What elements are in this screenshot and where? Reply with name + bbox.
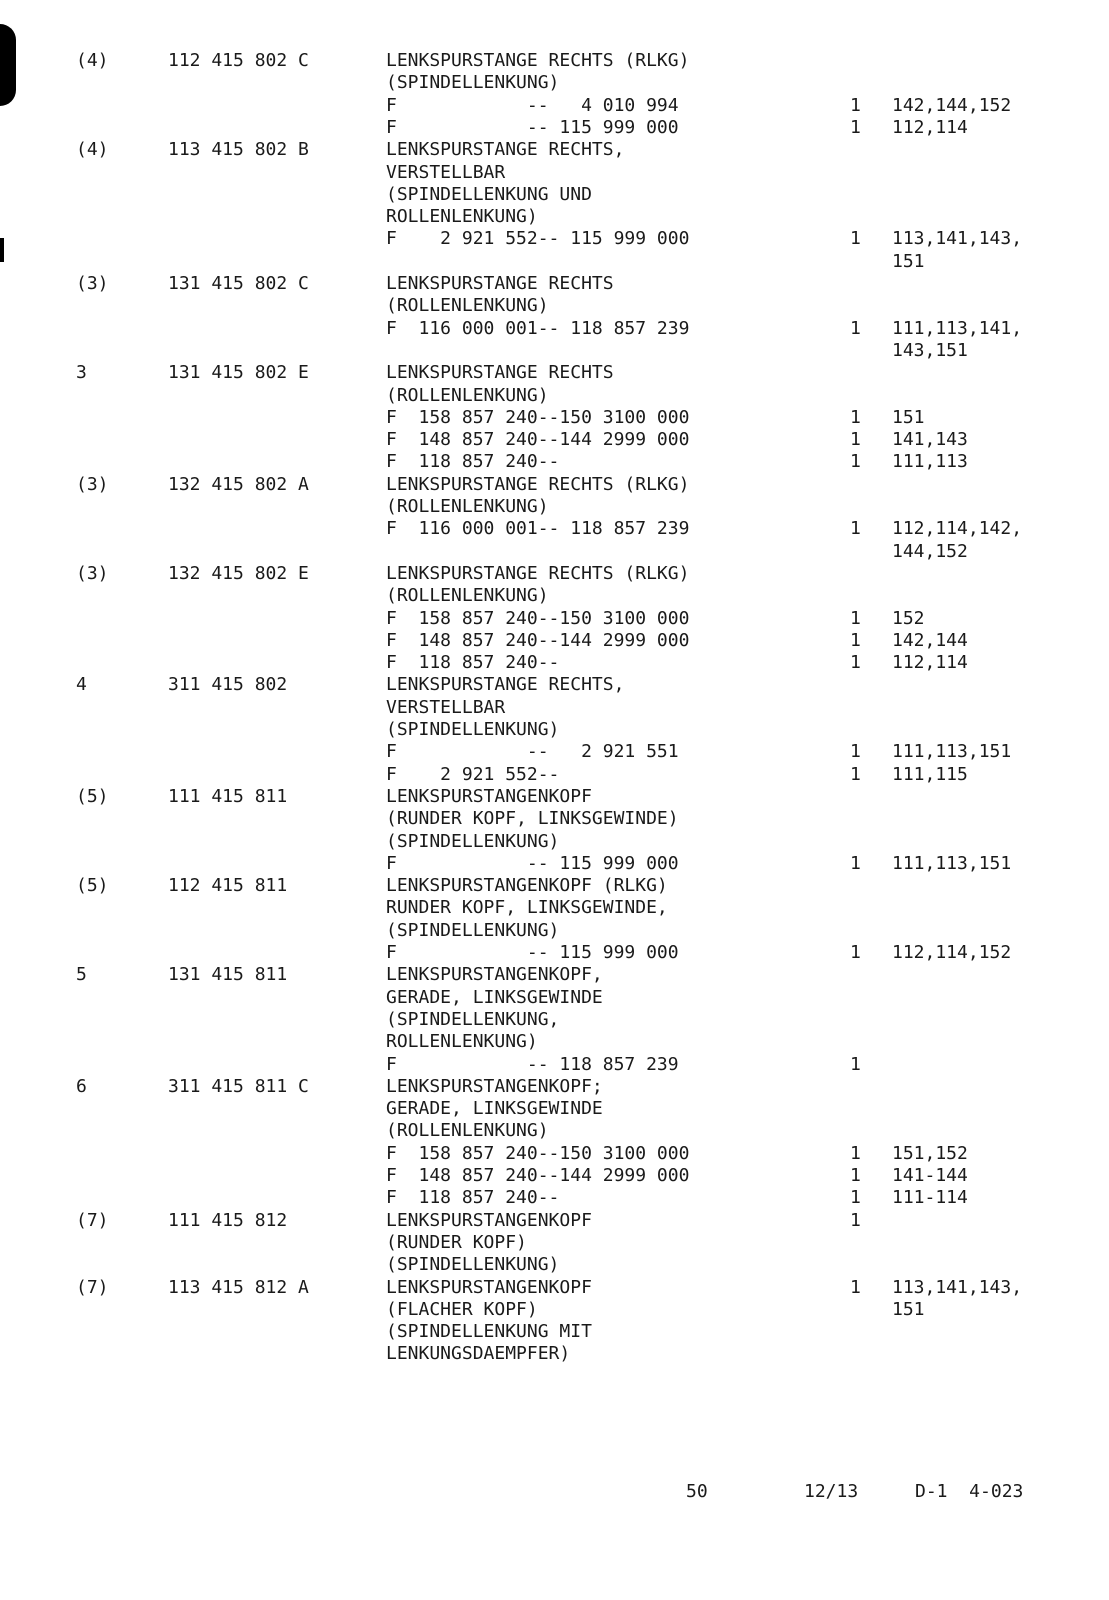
entry-line [0, 206, 1109, 228]
chassis-range: F 116 000 001-- 118 857 239 [386, 518, 690, 540]
model-codes: 142,144,152 [892, 94, 1012, 116]
chassis-range-row [0, 318, 1109, 340]
model-codes: 112,114,152 [892, 942, 1012, 963]
part-number: 132 415 802 E [168, 562, 309, 584]
model-codes: 142,144 [892, 629, 968, 651]
model-codes: 113,141,143, [892, 1276, 1023, 1298]
model-codes: 151 [892, 1298, 925, 1320]
entry-line [0, 987, 1109, 1009]
entry-line [0, 184, 1109, 206]
quantity: 1 [850, 942, 861, 963]
position-number: (5) [76, 785, 109, 807]
part-description: LENKSPURSTANGE RECHTS [386, 362, 614, 384]
chassis-range: F 118 857 240-- [386, 652, 560, 674]
entry-line [0, 563, 1109, 585]
quantity: 1 [850, 1053, 861, 1075]
model-codes: 111,113,151 [892, 741, 1012, 763]
quantity: 1 [850, 406, 861, 428]
part-description: (SPINDELLENKUNG) [386, 830, 560, 852]
quantity: 1 [850, 629, 861, 651]
part-description: LENKUNGSDAEMPFER) [386, 1343, 571, 1365]
part-description: LENKSPURSTANGENKOPF, [386, 964, 603, 986]
page-footer [0, 1480, 1109, 1504]
part-description: GERADE, LINKSGEWINDE [386, 986, 603, 1008]
chassis-range-row [0, 95, 1109, 117]
part-description: (RUNDER KOPF, LINKSGEWINDE) [386, 808, 679, 830]
model-codes: 112,114 [892, 116, 968, 138]
chassis-range-row [0, 541, 1109, 563]
part-number: 131 415 802 E [168, 362, 309, 384]
chassis-range-row [0, 429, 1109, 451]
position-number: (7) [76, 1276, 109, 1298]
chassis-range-row [0, 451, 1109, 473]
chassis-range-row [0, 741, 1109, 763]
chassis-range-row [0, 407, 1109, 429]
entry-line [0, 1210, 1109, 1232]
quantity: 1 [850, 763, 861, 785]
chassis-range-row [0, 630, 1109, 652]
chassis-range: F -- 115 999 000 [386, 852, 679, 874]
part-description: LENKSPURSTANGE RECHTS [386, 273, 614, 294]
position-number: 5 [76, 964, 87, 986]
quantity: 1 [850, 1276, 861, 1298]
entry-line [0, 474, 1109, 496]
part-description: LENKSPURSTANGENKOPF [386, 1209, 592, 1231]
part-description: (SPINDELLENKUNG UND [386, 183, 592, 205]
entry-line [0, 72, 1109, 94]
entry-line [0, 1232, 1109, 1254]
part-number: 311 415 811 C [168, 1075, 309, 1097]
position-number: (4) [76, 139, 109, 161]
entry-line [0, 1299, 1109, 1321]
position-number: (7) [76, 1209, 109, 1231]
part-description: (ROLLENLENKUNG) [386, 384, 549, 406]
chassis-range: F 148 857 240--144 2999 000 [386, 1165, 690, 1186]
chassis-range-row [0, 652, 1109, 674]
quantity: 1 [850, 317, 861, 339]
quantity: 1 [850, 116, 861, 138]
part-description: ROLLENLENKUNG) [386, 206, 538, 228]
chassis-range-row [0, 1187, 1109, 1209]
model-codes: 111,113 [892, 451, 968, 473]
part-description: (SPINDELLENKUNG) [386, 919, 560, 941]
entry-line [0, 1009, 1109, 1031]
model-codes: 144,152 [892, 540, 968, 562]
part-number: 112 415 811 [168, 875, 288, 897]
entry-line [0, 697, 1109, 719]
part-description: (FLACHER KOPF) [386, 1298, 538, 1320]
part-description: ROLLENLENKUNG) [386, 1031, 538, 1053]
quantity: 1 [850, 852, 861, 874]
entry-line [0, 1254, 1109, 1276]
entry-line [0, 964, 1109, 986]
part-description: LENKSPURSTANGENKOPF [386, 1276, 592, 1298]
model-codes: 112,114 [892, 652, 968, 674]
chassis-range-row [0, 251, 1109, 273]
position-number: (5) [76, 875, 109, 897]
part-number: 111 415 812 [168, 1209, 288, 1231]
entry-line [0, 585, 1109, 607]
chassis-range-row [0, 518, 1109, 540]
chassis-range: F 118 857 240-- [386, 1187, 560, 1209]
entry-line [0, 786, 1109, 808]
entry-line [0, 1076, 1109, 1098]
quantity: 1 [850, 94, 861, 116]
part-description: VERSTELLBAR [386, 696, 506, 718]
quantity: 1 [850, 652, 861, 674]
quantity: 1 [850, 228, 861, 250]
entry-line [0, 50, 1109, 72]
chassis-range-row [0, 608, 1109, 630]
entry-line [0, 1321, 1109, 1343]
entry-line [0, 1031, 1109, 1053]
part-description: LENKSPURSTANGE RECHTS, [386, 139, 625, 161]
chassis-range: F 158 857 240--150 3100 000 [386, 406, 690, 428]
part-description: (ROLLENLENKUNG) [386, 295, 549, 317]
chassis-range-row [0, 764, 1109, 786]
chassis-range-row [0, 1165, 1109, 1187]
model-codes: 143,151 [892, 339, 968, 361]
chassis-range-row [0, 853, 1109, 875]
entry-line [0, 920, 1109, 942]
part-description: GERADE, LINKSGEWINDE [386, 1098, 603, 1120]
part-number: 113 415 812 A [168, 1276, 309, 1298]
entry-line [0, 1343, 1109, 1365]
entry-line [0, 719, 1109, 741]
part-number: 111 415 811 [168, 785, 288, 807]
entry-line [0, 139, 1109, 161]
chassis-range-row [0, 228, 1109, 250]
position-number: (4) [76, 50, 109, 71]
chassis-range: F 116 000 001-- 118 857 239 [386, 317, 690, 339]
part-description: (SPINDELLENKUNG MIT [386, 1321, 592, 1343]
issue-date: 12/13 [804, 1481, 859, 1502]
entry-line [0, 831, 1109, 853]
part-description: (SPINDELLENKUNG) [386, 72, 560, 94]
part-description: LENKSPURSTANGE RECHTS (RLKG) [386, 50, 690, 71]
position-number: 3 [76, 362, 87, 384]
entry-line [0, 1098, 1109, 1120]
model-codes: 141,143 [892, 429, 968, 451]
part-description: (SPINDELLENKUNG) [386, 1254, 560, 1276]
model-codes: 152 [892, 607, 925, 629]
part-description: (SPINDELLENKUNG, [386, 1008, 560, 1030]
position-number: (3) [76, 562, 109, 584]
part-number: 131 415 811 [168, 964, 288, 986]
chassis-range-row [0, 117, 1109, 139]
chassis-range: F -- 115 999 000 [386, 116, 679, 138]
quantity: 1 [850, 1142, 861, 1164]
chassis-range-row [0, 1054, 1109, 1076]
entry-line [0, 496, 1109, 518]
position-number: 6 [76, 1075, 87, 1097]
entry-line [0, 362, 1109, 384]
chassis-range: F 2 921 552-- 115 999 000 [386, 228, 690, 250]
position-number: (3) [76, 473, 109, 495]
chassis-range-row [0, 942, 1109, 964]
quantity: 1 [850, 518, 861, 540]
part-description: LENKSPURSTANGE RECHTS, [386, 674, 625, 696]
model-codes: 151 [892, 406, 925, 428]
quantity: 1 [850, 741, 861, 763]
part-description: (ROLLENLENKUNG) [386, 496, 549, 517]
part-description: LENKSPURSTANGENKOPF [386, 785, 592, 807]
part-description: LENKSPURSTANGENKOPF; [386, 1075, 603, 1097]
model-codes: 113,141,143, [892, 228, 1023, 250]
quantity: 1 [850, 1209, 861, 1231]
entry-line [0, 1120, 1109, 1142]
model-codes: 111,113,141, [892, 317, 1023, 339]
model-codes: 151 [892, 250, 925, 272]
entry-line [0, 295, 1109, 317]
part-description: (ROLLENLENKUNG) [386, 1120, 549, 1142]
part-number: 131 415 802 C [168, 273, 309, 294]
entry-line [0, 674, 1109, 696]
part-number: 311 415 802 [168, 674, 288, 696]
entry-line [0, 162, 1109, 184]
chassis-range: F -- 118 857 239 [386, 1053, 679, 1075]
model-codes: 141-144 [892, 1165, 968, 1186]
chassis-range-row [0, 340, 1109, 362]
entry-line [0, 897, 1109, 919]
page-number: 50 [686, 1481, 708, 1502]
part-description: (ROLLENLENKUNG) [386, 585, 549, 607]
entry-line [0, 808, 1109, 830]
chassis-range: F 158 857 240--150 3100 000 [386, 1142, 690, 1164]
quantity: 1 [850, 451, 861, 473]
chassis-range: F 2 921 552-- [386, 763, 560, 785]
catalog-code: D-1 4-023 [915, 1481, 1024, 1502]
chassis-range: F -- 2 921 551 [386, 741, 679, 763]
part-description: VERSTELLBAR [386, 161, 506, 183]
model-codes: 151,152 [892, 1142, 968, 1164]
entry-line [0, 385, 1109, 407]
chassis-range: F 148 857 240--144 2999 000 [386, 429, 690, 451]
entry-line [0, 273, 1109, 295]
quantity: 1 [850, 1187, 861, 1209]
position-number: (3) [76, 273, 109, 294]
part-description: LENKSPURSTANGE RECHTS (RLKG) [386, 562, 690, 584]
quantity: 1 [850, 1165, 861, 1186]
part-number: 112 415 802 C [168, 50, 309, 71]
position-number: 4 [76, 674, 87, 696]
part-description: RUNDER KOPF, LINKSGEWINDE, [386, 897, 668, 919]
part-description: (SPINDELLENKUNG) [386, 719, 560, 740]
model-codes: 111,113,151 [892, 852, 1012, 874]
part-number: 132 415 802 A [168, 473, 309, 495]
chassis-range: F -- 115 999 000 [386, 942, 679, 963]
chassis-range-row [0, 1143, 1109, 1165]
quantity: 1 [850, 429, 861, 451]
part-description: LENKSPURSTANGE RECHTS (RLKG) [386, 473, 690, 495]
chassis-range: F 118 857 240-- [386, 451, 560, 473]
model-codes: 111,115 [892, 763, 968, 785]
model-codes: 112,114,142, [892, 518, 1023, 540]
model-codes: 111-114 [892, 1187, 968, 1209]
part-number: 113 415 802 B [168, 139, 309, 161]
part-description: (RUNDER KOPF) [386, 1231, 527, 1253]
chassis-range: F -- 4 010 994 [386, 94, 679, 116]
chassis-range: F 148 857 240--144 2999 000 [386, 629, 690, 651]
chassis-range: F 158 857 240--150 3100 000 [386, 607, 690, 629]
entry-line [0, 875, 1109, 897]
quantity: 1 [850, 607, 861, 629]
part-description: LENKSPURSTANGENKOPF (RLKG) [386, 875, 668, 897]
entry-line [0, 1277, 1109, 1299]
